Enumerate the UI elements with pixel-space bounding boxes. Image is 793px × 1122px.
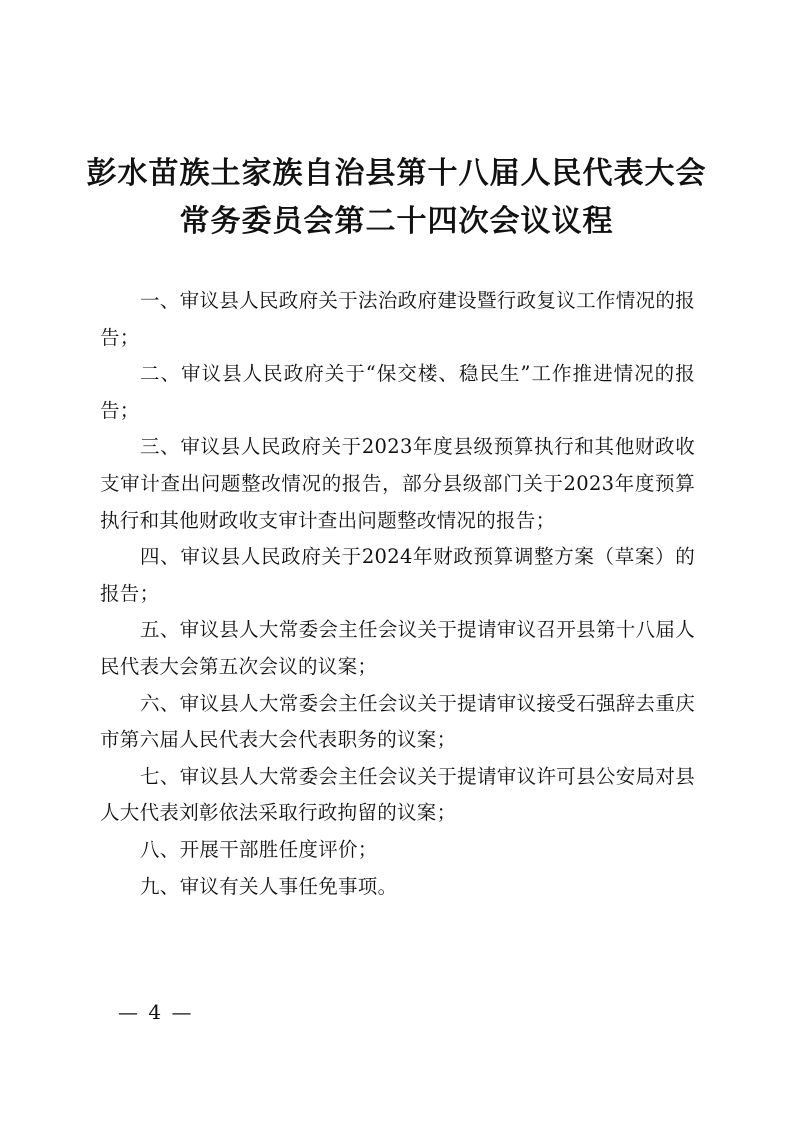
agenda-item-9: 九、审议有关人事任免事项。 [140, 874, 398, 898]
agenda-item-3: 三、审议县人民政府关于2023年度县级预算执行和其他财政收支审计查出问题整改情况的报告，部分县级部门关于2023年度预算执行和其他财政收支审计查出问题整改情况的报告； [100, 435, 695, 532]
agenda-item-6: 六、审议县人大常委会主任会议关于提请审议接受石强辞去重庆市第六届人民代表大会代表职务的议案； [100, 691, 695, 752]
agenda-item-2: 二、审议县人民政府关于“保交楼、稳民生”工作推进情况的报告； [100, 362, 695, 422]
document-title-line-1: 彭水苗族土家族自治县第十八届人民代表大会 [86, 156, 707, 191]
agenda-item-1: 一、审议县人民政府关于法治政府建设暨行政复议工作情况的报告； [100, 289, 695, 349]
agenda-item-8: 八、开展干部胜任度评价； [140, 837, 378, 861]
agenda-item-5: 五、审议县人大常委会主任会议关于提请审议召开县第十八届人民代表大会第五次会议的议案； [100, 618, 695, 678]
agenda-item-7: 七、审议县人大常委会主任会议关于提请审议许可县公安局对县人大代表刘彰依法采取行政拘留的议案； [100, 764, 695, 825]
document-title-line-2: 常务委员会第二十四次会议议程 [179, 204, 614, 239]
page-number: — 4 — [118, 1000, 194, 1024]
agenda-item-4: 四、审议县人民政府关于2024年财政预算调整方案（草案）的报告； [100, 545, 695, 605]
agenda-list [100, 283, 695, 905]
